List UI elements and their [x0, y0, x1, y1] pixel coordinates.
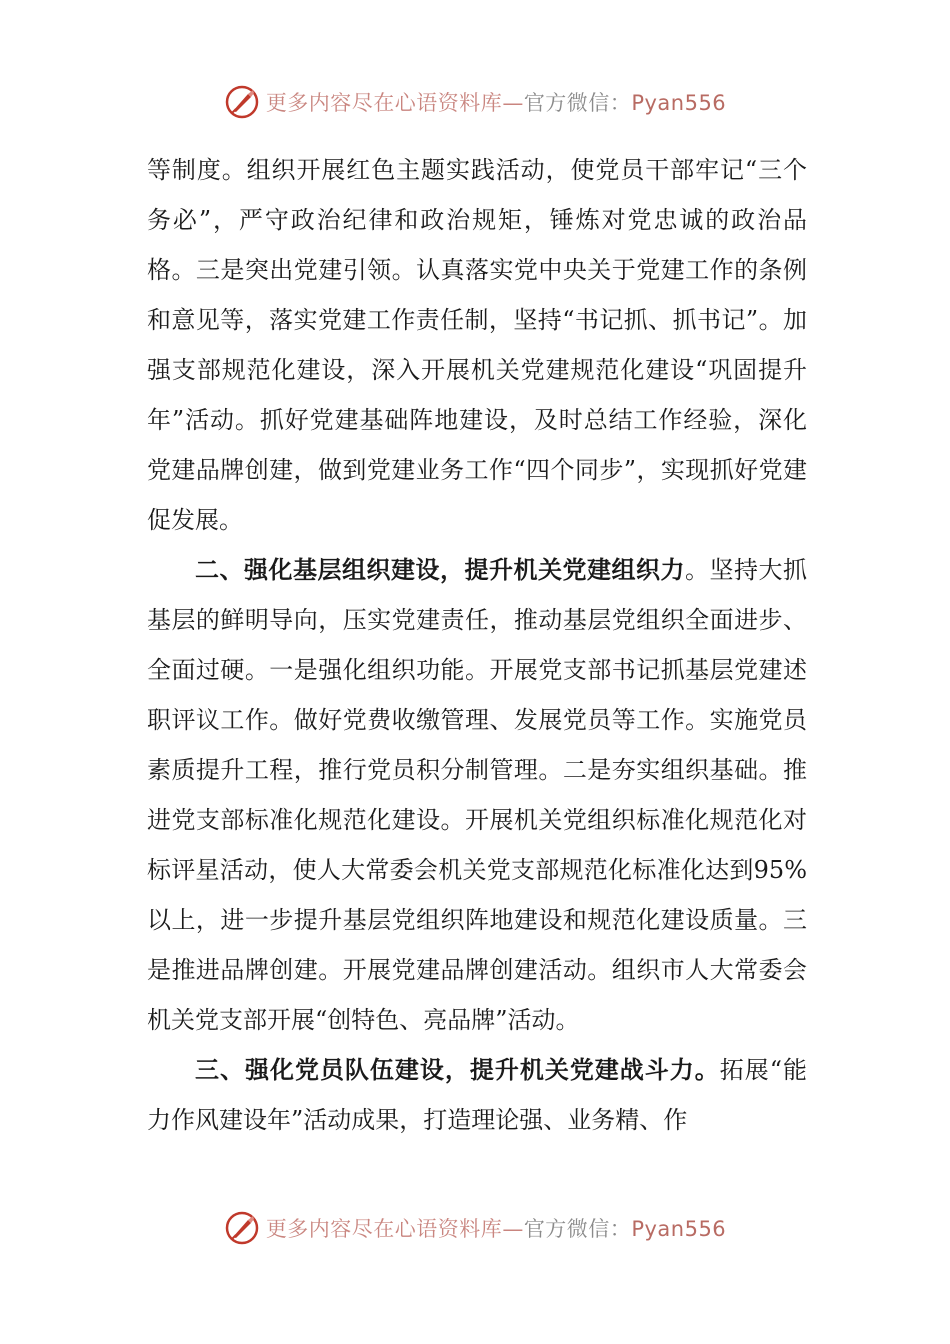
paragraph-2 — [147, 545, 807, 1045]
section-heading-2: 二、强化基层组织建设，提升机关党建组织力 — [195, 555, 685, 584]
banner-dash: — — [502, 91, 524, 115]
banner-wechat-id: Pyan556 — [631, 1217, 727, 1241]
paragraph-1 — [147, 145, 807, 545]
banner-wechat-label: 官方微信： — [523, 1217, 632, 1241]
header-banner — [0, 80, 950, 124]
banner-wechat-id: Pyan556 — [631, 91, 727, 115]
banner-text — [266, 1213, 726, 1243]
banner-wechat-label: 官方微信： — [523, 91, 632, 115]
banner-brand: 更多内容尽在心语资料库 — [265, 91, 503, 115]
quill-logo-icon — [224, 84, 260, 120]
document-body — [147, 145, 807, 1145]
banner-dash: — — [502, 1217, 524, 1241]
quill-logo-icon — [224, 1210, 260, 1246]
banner-text — [266, 87, 726, 117]
paragraph-3-body: 拓展“能力作风建设年”活动成果，打造理论强、业务精、作 — [147, 1056, 807, 1134]
section-heading-3: 三、强化党员队伍建设，提升机关党建战斗力。 — [195, 1055, 720, 1084]
footer-banner — [0, 1206, 950, 1250]
banner-brand: 更多内容尽在心语资料库 — [265, 1217, 503, 1241]
paragraph-1-body: 等制度。组织开展红色主题实践活动，使党员干部牢记“三个务必”，严守政治纪律和政治规矩，锤炼对党忠诚的政治品格。三是突出党建引领。认真落实党中央关于党建工作的条例和意见等，落实党建工作责任制，坚持“书记抓、抓书记”。加强支部规范化建设，深入开展机关党建规范化建设“巩固提升年”活动。抓好党建基础阵地建设，及时总结工作经验，深化党建品牌创建，做到党建业务工作“四个同步”，实现抓好党建促发展。 — [147, 156, 807, 534]
paragraph-2-body: 。坚持大抓基层的鲜明导向，压实党建责任，推动基层党组织全面进步、全面过硬。一是强化组织功能。开展党支部书记抓基层党建述职评议工作。做好党费收缴管理、发展党员等工作。实施党员素质提升工程，推行党员积分制管理。二是夯实组织基础。推进党支部标准化规范化建设。开展机关党组织标准化规范化对标评星活动，使人大常委会机关党支部规范化标准化达到95%以上，进一步提升基层党组织阵地建设和规范化建设质量。三是推进品牌创建。开展党建品牌创建活动。组织市人大常委会机关党支部开展“创特色、亮品牌”活动。 — [147, 556, 807, 1034]
paragraph-3 — [147, 1045, 807, 1145]
